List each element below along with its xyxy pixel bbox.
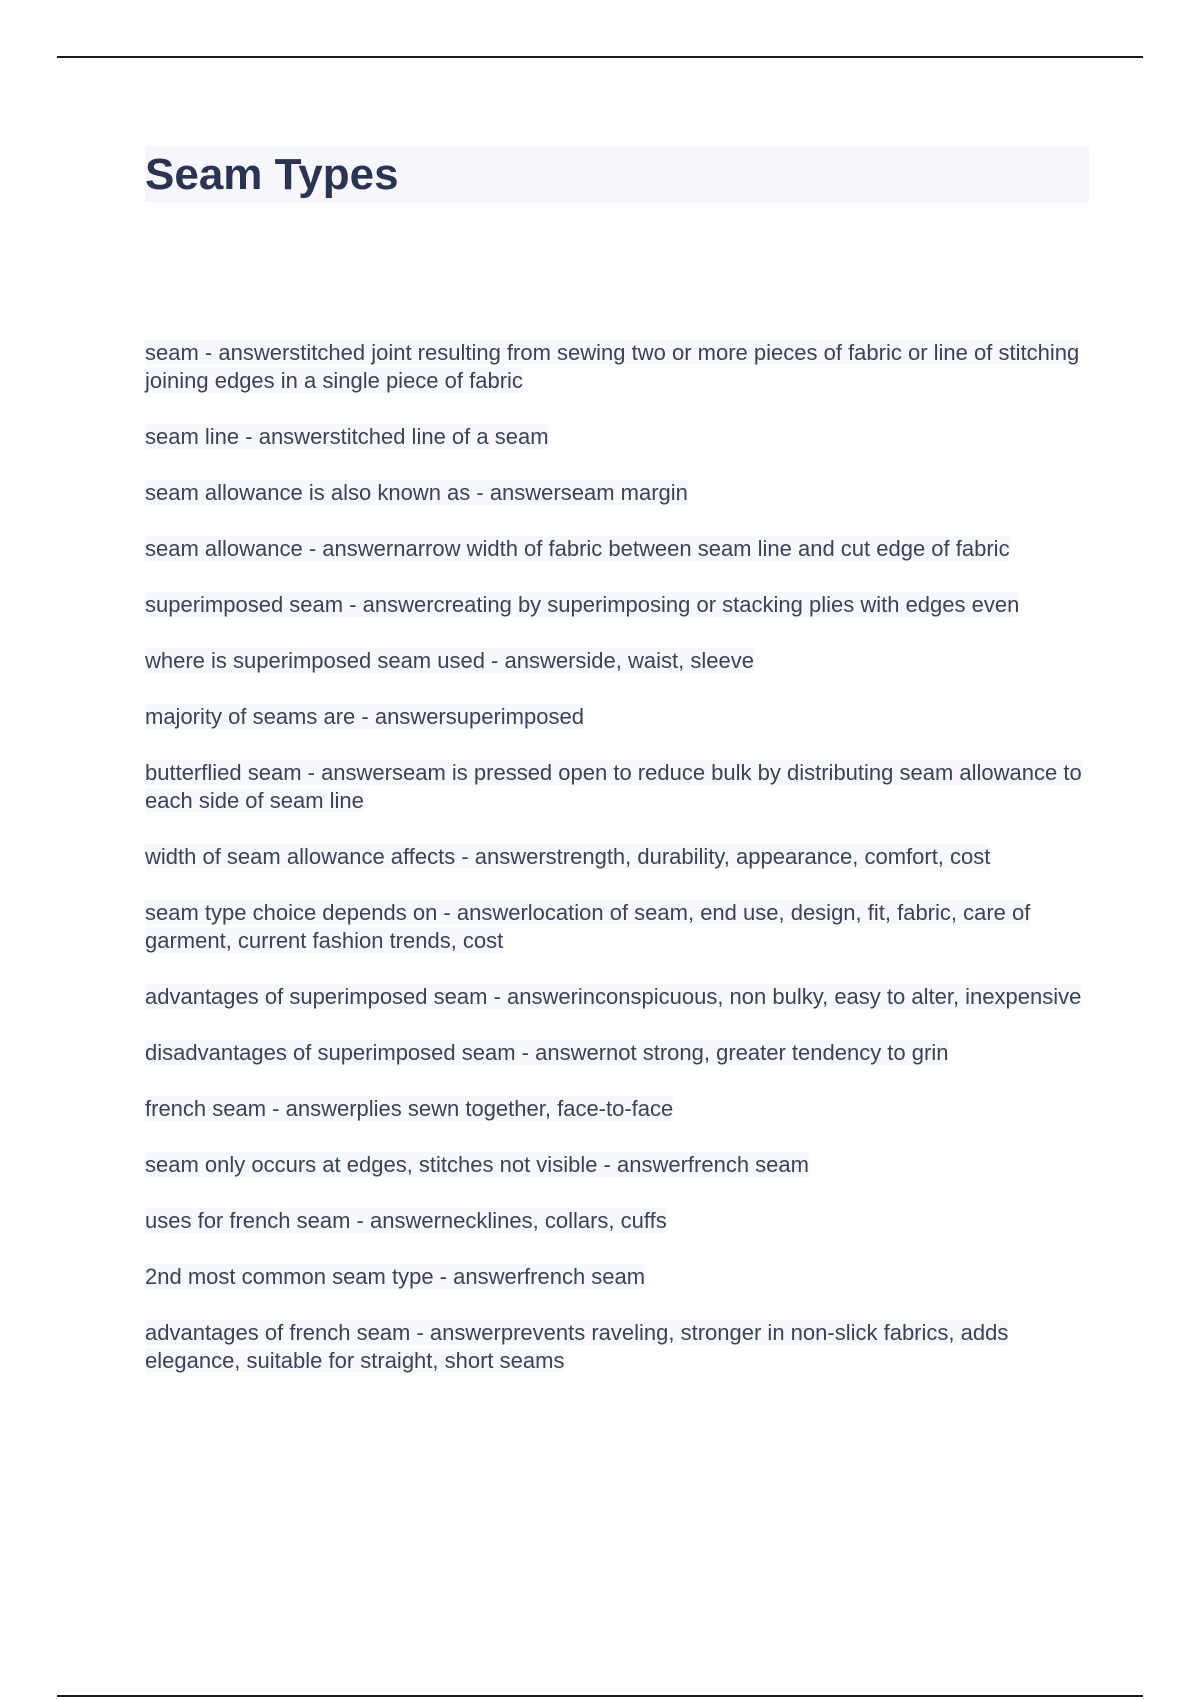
entry-text: seam allowance - answernarrow width of fabric between seam line and cut edge of fabric	[145, 536, 1010, 561]
entry-text: superimposed seam - answercreating by superimposing or stacking plies with edges even	[145, 592, 1020, 617]
entry-text: where is superimposed seam used - answerside, waist, sleeve	[145, 648, 754, 673]
list-item	[145, 1319, 1089, 1375]
list-item	[145, 535, 1089, 563]
list-item	[145, 647, 1089, 675]
entry-text: majority of seams are - answersuperimposed	[145, 704, 584, 729]
bottom-rule	[57, 1695, 1143, 1697]
entry-text: 2nd most common seam type - answerfrench seam	[145, 1264, 646, 1289]
page-title: Seam Types	[145, 150, 399, 199]
list-item	[145, 1263, 1089, 1291]
document-body	[145, 146, 1089, 1403]
list-item	[145, 983, 1089, 1011]
list-item	[145, 899, 1089, 955]
list-item	[145, 703, 1089, 731]
entry-text: seam type choice depends on - answerlocation of seam, end use, design, fit, fabric, care of garment, current fashion trends, cost	[145, 900, 1031, 953]
list-item	[145, 591, 1089, 619]
top-rule	[57, 56, 1143, 58]
entry-text: butterflied seam - answerseam is pressed open to reduce bulk by distributing seam allowance to each side of seam line	[145, 760, 1082, 813]
entry-text: seam line - answerstitched line of a seam	[145, 424, 549, 449]
title-band	[145, 146, 1089, 203]
entry-text: advantages of french seam - answerprevents raveling, stronger in non-slick fabrics, adds elegance, suitable for straight, short seams	[145, 1320, 1009, 1373]
entry-text: disadvantages of superimposed seam - answernot strong, greater tendency to grin	[145, 1040, 949, 1065]
list-item	[145, 759, 1089, 815]
list-item	[145, 1207, 1089, 1235]
list-item	[145, 423, 1089, 451]
list-item	[145, 1151, 1089, 1179]
entry-list	[145, 339, 1089, 1375]
entry-text: seam only occurs at edges, stitches not visible - answerfrench seam	[145, 1152, 809, 1177]
list-item	[145, 843, 1089, 871]
entry-text: advantages of superimposed seam - answerinconspicuous, non bulky, easy to alter, inexpensive	[145, 984, 1082, 1009]
entry-text: uses for french seam - answernecklines, collars, cuffs	[145, 1208, 667, 1233]
list-item	[145, 479, 1089, 507]
entry-text: french seam - answerplies sewn together, face-to-face	[145, 1096, 674, 1121]
entry-text: width of seam allowance affects - answerstrength, durability, appearance, comfort, cost	[145, 844, 991, 869]
list-item	[145, 339, 1089, 395]
list-item	[145, 1095, 1089, 1123]
list-item	[145, 1039, 1089, 1067]
entry-text: seam allowance is also known as - answerseam margin	[145, 480, 688, 505]
entry-text: seam - answerstitched joint resulting from sewing two or more pieces of fabric or line of stitching joining edges in a single piece of fabric	[145, 340, 1080, 393]
